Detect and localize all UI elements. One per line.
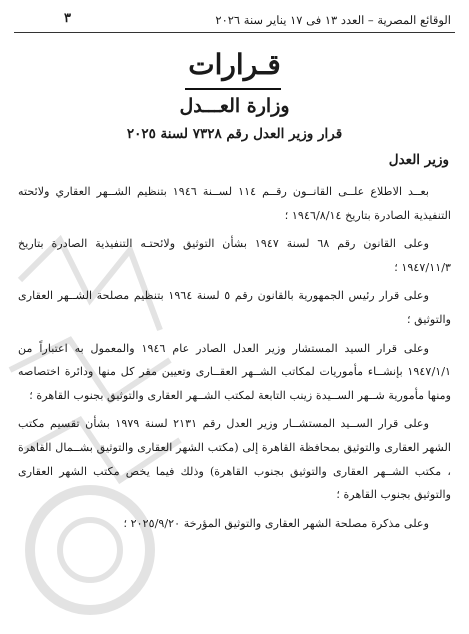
paragraph: وعلى مذكرة مصلحة الشهر العقارى والتوثيق المؤرخة ٢٠٢٥/٩/٢٠ ؛ bbox=[123, 516, 429, 530]
paragraph: وعلى قرار السيد المستشار وزير العدل الصادر عام ١٩٤٦ والمعمول به اعتباراً من ١٩٤٧/١/١ بإنشــاء مأموريات لمكاتب الشــهر العقــارى وتعيين مقر كل منها ودائرة اختصاصه ومنها مأمورية شــهر الســيدة زينب التابعة لمكتب الشــهر العقارى والتوثيق بجنوب القاهرة ؛ bbox=[18, 341, 451, 402]
paragraph: بعــد الاطلاع علــى القانــون رقــم ١١٤ لســنة ١٩٤٦ بتنظيم الشــهر العقاري ولائحته التنفيذية الصادرة بتاريخ ١٩٤٦/٨/١٤ ؛ bbox=[18, 185, 451, 222]
running-header bbox=[14, 10, 455, 33]
paragraph: وعلى القانون رقم ٦٨ لسنة ١٩٤٧ بشأن التوثيق ولائحتـه التنفيذية الصادرة بتاريخ ١٩٤٧/١١/٣ ؛ bbox=[18, 237, 451, 274]
ministry-heading: وزارة العـــدل bbox=[179, 95, 290, 117]
signatory-heading: وزير العدل bbox=[388, 152, 449, 168]
running-header-title: الوقائع المصرية – العدد ١٣ فى ١٧ يناير سنة ٢٠٢٦ bbox=[215, 13, 451, 27]
decree-title: قرار وزير العدل رقم ٧٣٢٨ لسنة ٢٠٢٥ bbox=[126, 126, 343, 142]
paragraph: وعلى قرار الســيد المستشــار وزير العدل رقم ٢١٣١ لسنة ١٩٧٩ بشأن تقسيم مكتب الشهر العقارى والتوثيق بمحافظة القاهرة إلى (مكتب الشهر العقارى والتوثيق بشــمال القاهرة ، مكتب الشــهر العقارى والتوثيق بجنوب القاهرة) وذلك فيما يخص مكتب الشهر العقارى والتوثيق بجنوب القاهرة ؛ bbox=[18, 417, 451, 502]
decree-body bbox=[18, 180, 451, 540]
title-underline bbox=[185, 88, 281, 90]
page-number: ٣ bbox=[64, 11, 71, 26]
section-title: قـرارات bbox=[188, 48, 281, 81]
paragraph: وعلى قرار رئيس الجمهورية بالقانون رقم ٥ لسنة ١٩٦٤ بتنظيم مصلحة الشــهر العقارى والتوثيق ؛ bbox=[18, 289, 451, 326]
